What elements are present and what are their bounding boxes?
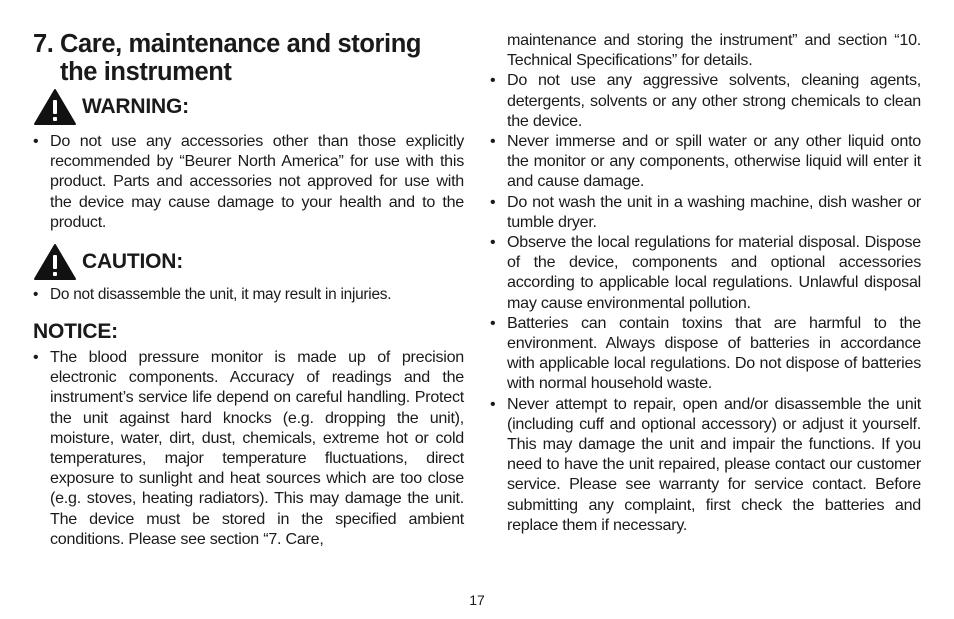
notice-list bbox=[33, 347, 464, 549]
caution-list bbox=[33, 285, 464, 305]
warning-list bbox=[33, 131, 464, 232]
list-item-continued: maintenance and storing the instrument” and section “10. Technical Specifications” for details. bbox=[507, 31, 921, 70]
warning-triangle-icon bbox=[33, 243, 77, 281]
notice-heading: NOTICE: bbox=[33, 320, 118, 343]
section-number: 7. bbox=[33, 30, 54, 58]
notice-list-continued bbox=[490, 30, 921, 535]
list-item: • Batteries can contain toxins that are harmful to the environment. Always dispose of batteries in accordance with applicable local regulations. Do not dispose of batteries with normal household waste. bbox=[490, 313, 921, 394]
list-item: • Do not disassemble the unit, it may result in injuries. bbox=[33, 285, 464, 305]
list-item: • Do not use any aggressive solvents, cleaning agents, detergents, solvents or any other strong chemicals to clean the device. bbox=[490, 70, 921, 131]
section-heading bbox=[33, 30, 464, 86]
list-item: • Observe the local regulations for material disposal. Dispose of the device, components and optional accessories according to applicable local regulations. Unlawful disposal may cause environmental pollution. bbox=[490, 232, 921, 313]
warning-triangle-icon bbox=[33, 88, 77, 126]
section-title: Care, maintenance and storing the instrument bbox=[60, 30, 422, 86]
warning-label: WARNING: bbox=[82, 95, 189, 118]
list-item: • Do not use any accessories other than those explicitly recommended by “Beurer North America” for use with this product. Parts and accessories not approved for use with the device may cause damage to your health and to the product. bbox=[33, 131, 464, 232]
list-item: • Never attempt to repair, open and/or disassemble the unit (including cuff and optional accessory) or adjust it yourself. This may damage the unit and impair the functions. If you need to have the unit repaired, please contact our customer service. Please see warranty for service contact. Before submitting any complaint, first check the batteries and replace them if necessary. bbox=[490, 394, 921, 535]
list-item: • The blood pressure monitor is made up of precision electronic components. Accuracy of readings and the instrument’s service life depend on careful handling. Protect the unit against hard knocks (e.g. dropping the unit), moisture, water, dirt, dust, chemicals, extreme hot or cold temperatures, major temperature fluctuations, direct exposure to sunlight and heat sources which are too close (e.g. stoves, heating radiators). This may damage the unit. The device must be stored in the specified ambient conditions. Please see section “7. Care, bbox=[33, 347, 464, 549]
warning-header bbox=[33, 90, 189, 124]
caution-label: CAUTION: bbox=[82, 250, 184, 273]
list-item: • Never immerse and or spill water or any other liquid onto the monitor or any components, otherwise liquid will enter it and cause damage. bbox=[490, 131, 921, 192]
page-number: 17 bbox=[469, 592, 485, 608]
caution-header bbox=[33, 245, 183, 279]
list-item: • Do not wash the unit in a washing machine, dish washer or tumble dryer. bbox=[490, 192, 921, 232]
